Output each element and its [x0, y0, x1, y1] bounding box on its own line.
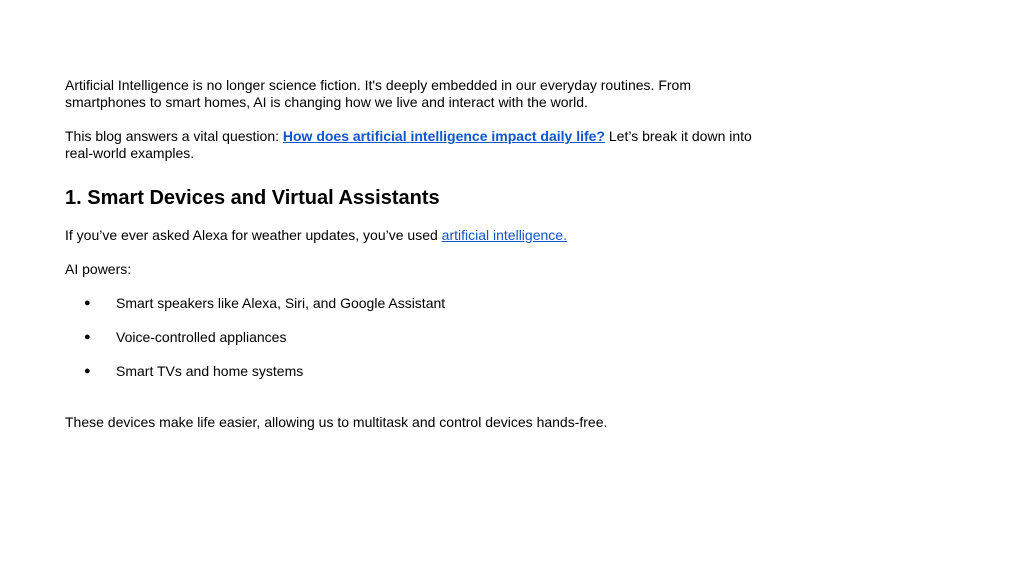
intro-paragraph: Artificial Intelligence is no longer science fiction. It's deeply embedded in our everyday routines. From smartphones to smart homes, AI is changing how we live and interact with the world. [65, 77, 691, 110]
list-item [65, 363, 755, 380]
bullet-icon: ● [84, 365, 91, 377]
closing-paragraph: These devices make life easier, allowing us to multitask and control devices hands-free. [65, 414, 608, 430]
list-item [65, 329, 755, 346]
impact-daily-life-link[interactable]: How does artificial intelligence impact daily life? [282, 128, 605, 144]
list-item-text: Voice-controlled appliances [116, 329, 287, 345]
question-suffix: Let’s break it down into real-world examples. [65, 128, 752, 161]
question-paragraph [65, 128, 755, 162]
section-heading: 1. Smart Devices and Virtual Assistants [65, 187, 440, 209]
ai-powers-list [65, 295, 755, 380]
list-item-text: Smart speakers like Alexa, Siri, and Google Assistant [116, 295, 446, 311]
question-prefix: This blog answers a vital question: [65, 128, 283, 144]
ai-powers-label: AI powers: [65, 261, 132, 277]
bullet-icon: ● [84, 297, 91, 309]
alexa-prefix: If you’ve ever asked Alexa for weather updates, you’ve used [65, 227, 442, 243]
alexa-paragraph [65, 227, 755, 244]
artificial-intelligence-link[interactable]: artificial intelligence. [441, 227, 567, 243]
bullet-icon: ● [84, 331, 91, 343]
list-item [65, 295, 755, 312]
document-body [65, 77, 755, 431]
list-item-text: Smart TVs and home systems [116, 363, 304, 379]
